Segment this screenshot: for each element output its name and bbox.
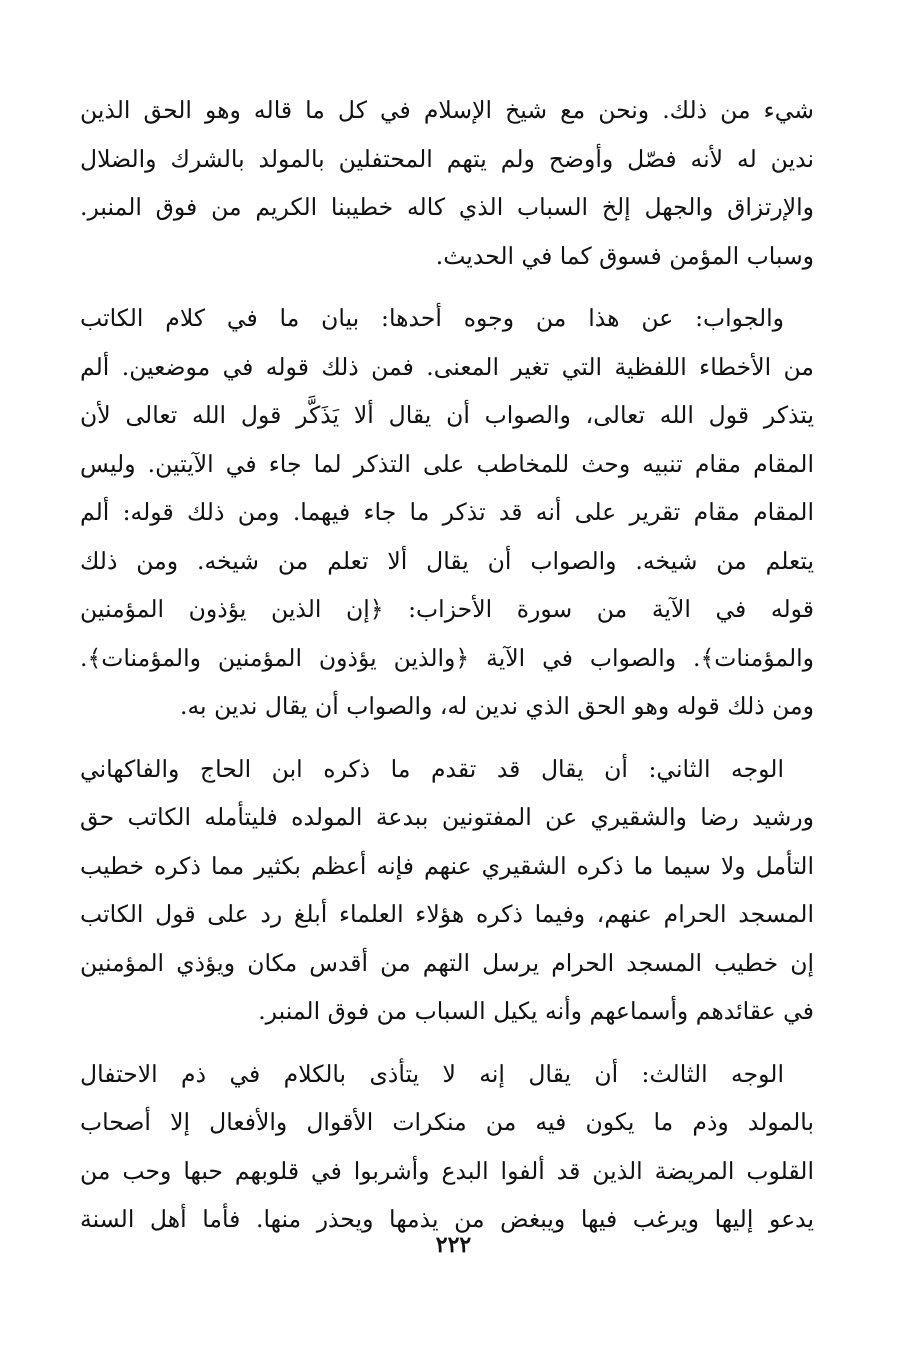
text-line: والإرتزاق والجهل إلخ السباب الذي كاله خطيبنا الكريم من فوق المنبر. [80, 193, 814, 221]
text-line: شيء من ذلك. ونحن مع شيخ الإسلام في كل ما قاله وهو الحق الذين [80, 96, 814, 124]
text-line: الوجه الثاني: أن يقال قد تقدم ما ذكره ابن الحاج والفاكهاني [80, 754, 784, 783]
text-line: يتعلم من شيخه. والصواب أن يقال ألا تعلم من شيخه. ومن ذلك [80, 546, 814, 575]
text-line: وسباب المؤمن فسوق كما في الحديث. [435, 241, 814, 270]
text-line: المقام مقام تنبيه وحث للمخاطب على التذكر لما جاء في الآيتين. وليس [80, 449, 814, 478]
text-line: التأمل ولا سيما ما ذكره الشقيري عنهم فإنه أعظم بكثير مما ذكره خطيب [80, 851, 814, 880]
text-line: ومن ذلك قوله وهو الحق الذي ندين له، والصواب أن يقال ندين به. [179, 692, 814, 720]
text-line: والمؤمنات﴾. والصواب في الآية ﴿والذين يؤذون المؤمنين والمؤمنات﴾. [80, 643, 814, 672]
paragraph-4 [80, 1050, 814, 1244]
text-line: القلوب المريضة الذين قد ألفوا البدع وأشربوا في قلوبهم حبها وحب من [80, 1156, 814, 1185]
text-line: ورشيد رضا والشقيري عن المفتونين ببدعة المولده فليتأمله الكاتب حق [80, 803, 814, 831]
page-number: ٢٢٢ [435, 1232, 472, 1258]
text-line: الوجه الثالث: أن يقال إنه لا يتأذى بالكلام في ذم الاحتفال [80, 1059, 784, 1088]
text-line: يتذكر قول الله تعالى، والصواب أن يقال ألا يَذَكَّر قول الله تعالى لأن [80, 401, 814, 429]
text-line: قوله في الآية من سورة الأحزاب: ﴿إن الذين يؤذون المؤمنين [80, 595, 814, 623]
text-line: بالمولد وذم ما يكون فيه من منكرات الأقوال والأفعال إلا أصحاب [80, 1108, 814, 1136]
paragraph-1 [80, 86, 814, 280]
text-line: يدعو إليها ويرغب فيها ويبغض من يذمها ويحذر منها. فأما أهل السنة [80, 1205, 814, 1233]
paragraph-3 [80, 745, 814, 1036]
page-body [80, 86, 814, 1258]
text-line: إن خطيب المسجد الحرام يرسل التهم من أقدس مكان ويؤذي المؤمنين [80, 948, 814, 977]
text-line: من الأخطاء اللفظية التي تغير المعنى. فمن ذلك قوله في موضعين. ألم [80, 352, 814, 381]
text-line: المقام مقام تقرير على أنه قد تذكر ما جاء فيهما. ومن ذلك قوله: ألم [80, 498, 814, 526]
paragraph-2 [80, 294, 814, 731]
text-line: المسجد الحرام عنهم، وفيما ذكره هؤلاء العلماء أبلغ رد على قول الكاتب [80, 900, 814, 928]
text-line: ندين له لأنه فصّل وأوضح ولم يتهم المحتفلين بالمولد بالشرك والضلال [80, 144, 814, 173]
text-line: والجواب: عن هذا من وجوه أحدها: بيان ما في كلام الكاتب [80, 304, 784, 332]
text-line: في عقائدهم وأسماعهم وأنه يكيل السباب من فوق المنبر. [258, 997, 814, 1025]
